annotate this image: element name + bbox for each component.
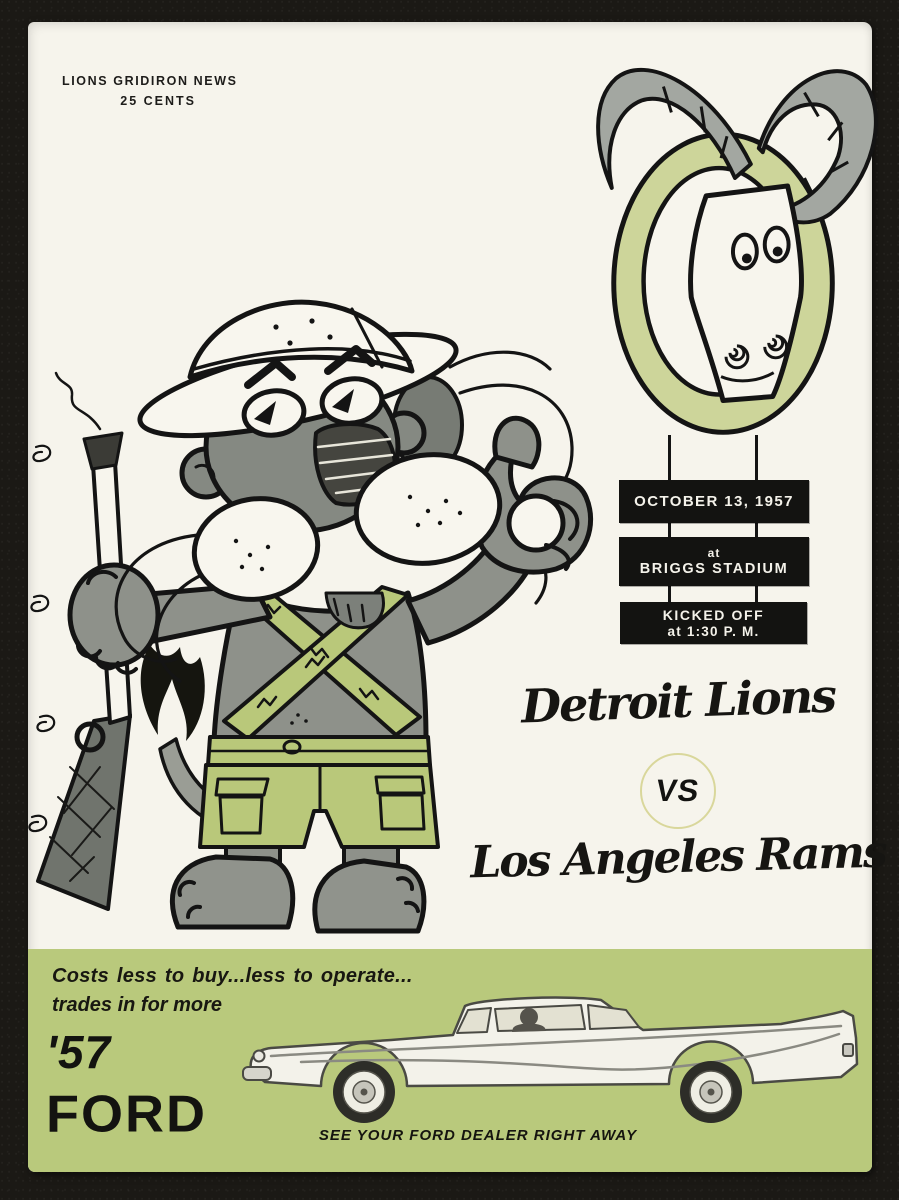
masthead	[62, 74, 238, 108]
car-windows	[457, 1005, 639, 1033]
program-cover-page	[28, 22, 887, 1172]
cover-price: 25 CENTS	[120, 94, 196, 108]
ford-car-illustration	[240, 972, 872, 1142]
kickoff-line2: at 1:30 P. M.	[667, 624, 760, 639]
ad-headline-line1: Costs less to buy...less to operate...	[52, 965, 413, 987]
rifle-muzzle	[84, 433, 122, 469]
publication-title: LIONS GRIDIRON NEWS	[62, 74, 238, 88]
kickoff-box	[620, 602, 807, 644]
vs-badge	[640, 753, 716, 829]
ford-ad-band	[28, 949, 872, 1172]
ad-headline-line2: trades in for more	[52, 994, 223, 1016]
home-team-name: Detroit Lions	[520, 668, 836, 734]
headlight	[254, 1051, 265, 1062]
ram-head-plaque-illustration	[573, 27, 883, 479]
venue-box	[619, 537, 809, 586]
venue-name: BRIGGS STADIUM	[639, 561, 789, 577]
vs-label: VS	[653, 773, 703, 808]
white-ball	[509, 496, 563, 550]
game-date: OCTOBER 13, 1957	[634, 493, 794, 510]
safari-shorts	[200, 737, 438, 847]
taillight	[843, 1044, 853, 1056]
venue-prefix: at	[707, 546, 721, 560]
kickoff-line1: KICKED OFF	[662, 607, 765, 623]
lion-hunter-illustration	[30, 297, 590, 937]
ad-cta: SEE YOUR FORD DEALER RIGHT AWAY	[318, 1127, 638, 1144]
away-team-name: Los Angeles Rams	[469, 826, 887, 889]
smoke-squiggle	[56, 373, 100, 429]
margin-curls	[29, 446, 54, 831]
ad-brand: FORD	[46, 1085, 207, 1143]
ad-model-year: '57	[46, 1026, 112, 1078]
lion-feet	[172, 857, 423, 931]
game-date-box	[619, 480, 809, 523]
front-bumper	[243, 1067, 271, 1080]
